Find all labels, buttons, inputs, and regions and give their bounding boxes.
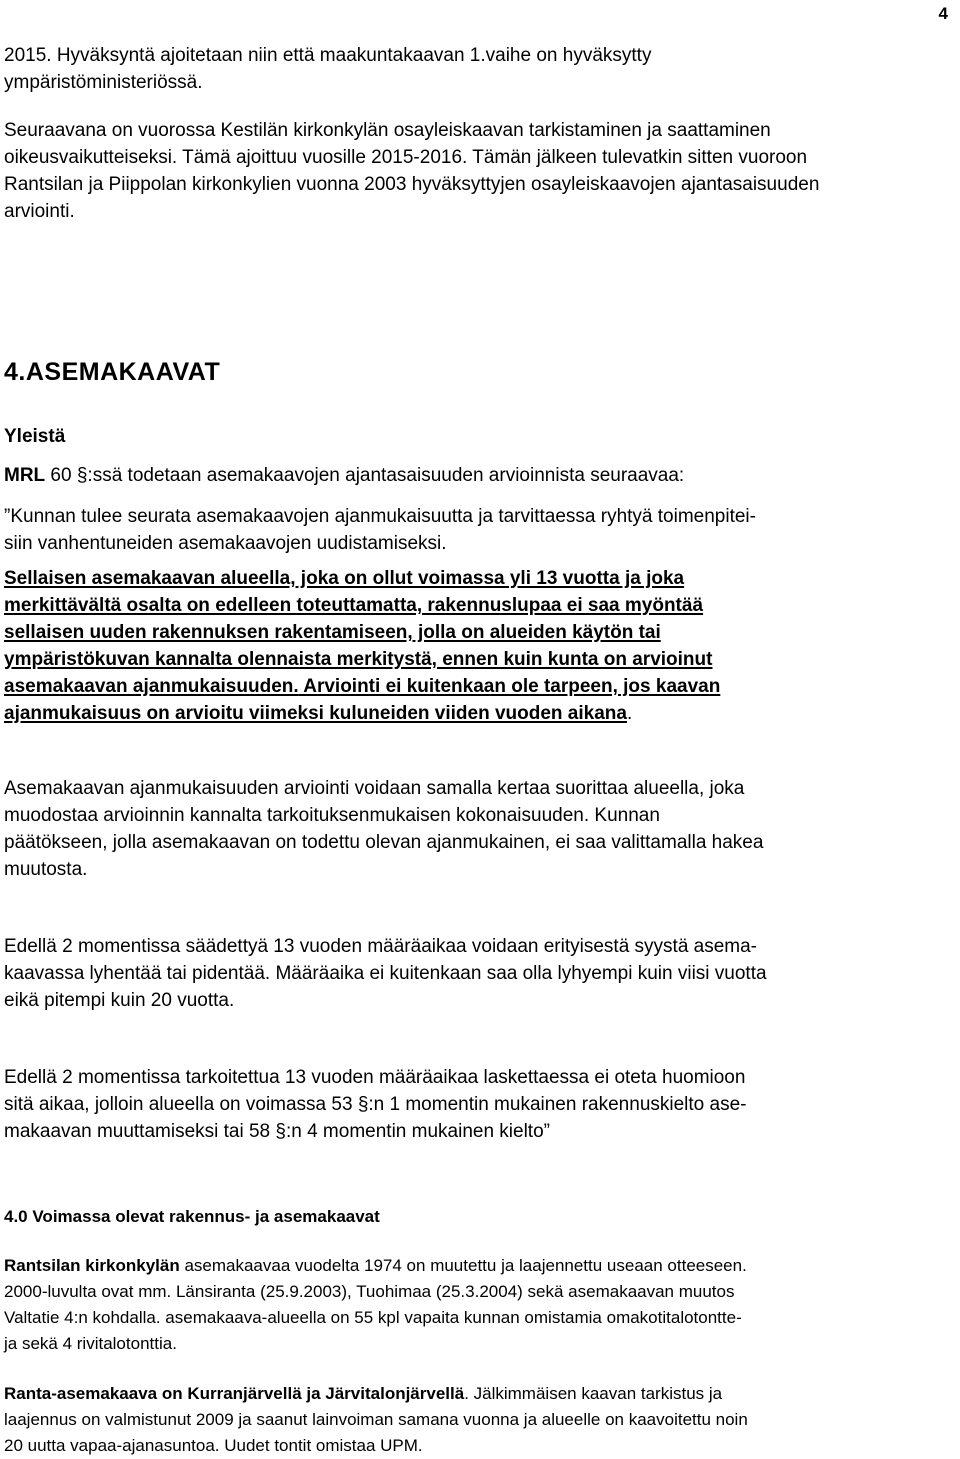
text-line: sitä aikaa, jolloin alueella on voimassa 53 §:n 1 momentin mukainen rakennuskielto ase- bbox=[4, 1094, 747, 1115]
mrl-bold: MRL bbox=[4, 465, 46, 486]
mrl-rest: 60 §:ssä todetaan asemakaavojen ajantasaisuuden arvioinnista seuraavaa: bbox=[45, 465, 685, 486]
emphasis-segment: asemakaavan ajanmukaisuuden. bbox=[4, 676, 299, 697]
text-line: Asemakaavan ajanmukaisuuden arviointi voidaan samalla kertaa suorittaa alueella, joka bbox=[4, 778, 745, 799]
text-line: Edellä 2 momentissa säädettyä 13 vuoden määräaikaa voidaan erityisestä syystä asema- bbox=[4, 936, 758, 957]
emphasis-segment: Arviointi ei kuitenkaan ole tarpeen, jos kaavan bbox=[298, 676, 721, 697]
text-line: ympäristöministeriössä. bbox=[4, 72, 203, 93]
rantsila-rest: asemakaavaa vuodelta 1974 on muutettu ja laajennettu useaan otteeseen. bbox=[179, 1256, 747, 1275]
text-line bbox=[4, 1253, 934, 1279]
page-number: 4 bbox=[938, 4, 948, 23]
text-line: ja sekä 4 rivitalotonttia. bbox=[4, 1334, 177, 1353]
text-line: kaavassa lyhentää tai pidentää. Määräaika ei kuitenkaan saa olla lyhyempi kuin viisi vuotta bbox=[4, 963, 767, 984]
text-line: muutosta. bbox=[4, 859, 88, 880]
emphasis-line bbox=[4, 673, 934, 700]
intro-paragraph-2 bbox=[4, 117, 934, 225]
emphasis-line bbox=[4, 700, 934, 727]
text-line: muodostaa arvioinnin kannalta tarkoituksenmukaisen kokonaisuuden. Kunnan bbox=[4, 805, 660, 826]
text-line: Valtatie 4:n kohdalla. asemakaava-alueella on 55 kpl vapaita kunnan omistamia omakotitalotontte- bbox=[4, 1308, 742, 1327]
mrl-line bbox=[4, 462, 934, 489]
emphasis-period: . bbox=[626, 703, 633, 724]
text-line: makaavan muuttamiseksi tai 58 §:n 4 momentin mukainen kielto” bbox=[4, 1121, 550, 1142]
emphasis-line: merkittävältä osalta on edelleen toteuttamatta, rakennuslupaa ei saa myöntää bbox=[4, 595, 704, 616]
text-line: eikä pitempi kuin 20 vuotta. bbox=[4, 990, 235, 1011]
ranta-rest: . Jälkimmäisen kaavan tarkistus ja bbox=[464, 1384, 723, 1403]
text-line: siin vanhentuneiden asemakaavojen uudistamiseksi. bbox=[4, 533, 447, 554]
paragraph-b bbox=[4, 933, 934, 1014]
intro-paragraph-1 bbox=[4, 42, 934, 96]
subtitle: Yleistä bbox=[4, 426, 66, 447]
emphasis-paragraph bbox=[4, 565, 934, 727]
text-line: arviointi. bbox=[4, 201, 75, 222]
text-line: 2015. Hyväksyntä ajoitetaan niin että maakuntakaavan 1.vaihe on hyväksytty bbox=[4, 45, 652, 66]
rantsila-paragraph bbox=[4, 1253, 934, 1357]
emphasis-segment: ajanmukaisuus on arvioitu viimeksi kuluneiden viiden vuoden aikana bbox=[4, 703, 627, 724]
text-line: 2000-luvulta ovat mm. Länsiranta (25.9.2003), Tuohimaa (25.3.2004) sekä asemakaavan muutos bbox=[4, 1282, 735, 1301]
quote-paragraph bbox=[4, 503, 934, 557]
text-line bbox=[4, 1381, 934, 1407]
emphasis-line: Sellaisen asemakaavan alueella, joka on ollut voimassa yli 13 vuotta ja joka bbox=[4, 568, 685, 589]
emphasis-line: ympäristökuvan kannalta olennaista merkitystä, ennen kuin kunta on arvioinut bbox=[4, 649, 713, 670]
text-line: 20 uutta vapaa-ajanasuntoa. Uudet tontit omistaa UPM. bbox=[4, 1436, 423, 1455]
paragraph-c bbox=[4, 1064, 934, 1145]
text-line: oikeusvaikutteiseksi. Tämä ajoittuu vuosille 2015-2016. Tämän jälkeen tulevatkin sitten vuoroon bbox=[4, 147, 808, 168]
emphasis-line: sellaisen uuden rakennuksen rakentamiseen, jolla on alueiden käytön tai bbox=[4, 622, 661, 643]
rantsila-bold: Rantsilan kirkonkylän bbox=[4, 1256, 180, 1275]
text-line: Seuraavana on vuorossa Kestilän kirkonkylän osayleiskaavan tarkistaminen ja saattaminen bbox=[4, 120, 771, 141]
text-line: ”Kunnan tulee seurata asemakaavojen ajanmukaisuutta ja tarvittaessa ryhtyä toimenpitei- bbox=[4, 506, 756, 527]
ranta-paragraph bbox=[4, 1381, 934, 1459]
text-line: laajennus on valmistunut 2009 ja saanut lainvoiman samana vuonna ja alueelle on kaavoitettu noin bbox=[4, 1410, 748, 1429]
ranta-bold: Ranta-asemakaava on Kurranjärvellä ja Järvitalonjärvellä bbox=[4, 1384, 465, 1403]
text-line: Edellä 2 momentissa tarkoitettua 13 vuoden määräaikaa laskettaessa ei oteta huomioon bbox=[4, 1067, 746, 1088]
section-title: 4.ASEMAKAAVAT bbox=[4, 358, 221, 386]
mrl-intro bbox=[4, 462, 934, 489]
text-line: päätökseen, jolla asemakaavan on todettu olevan ajanmukainen, ei saa valittamalla hakea bbox=[4, 832, 764, 853]
subsection-title: 4.0 Voimassa olevat rakennus- ja asemakaavat bbox=[4, 1207, 380, 1226]
text-line: Rantsilan ja Piippolan kirkonkylien vuonna 2003 hyväksyttyjen osayleiskaavojen ajantasaisuuden bbox=[4, 174, 820, 195]
paragraph-a bbox=[4, 775, 934, 883]
